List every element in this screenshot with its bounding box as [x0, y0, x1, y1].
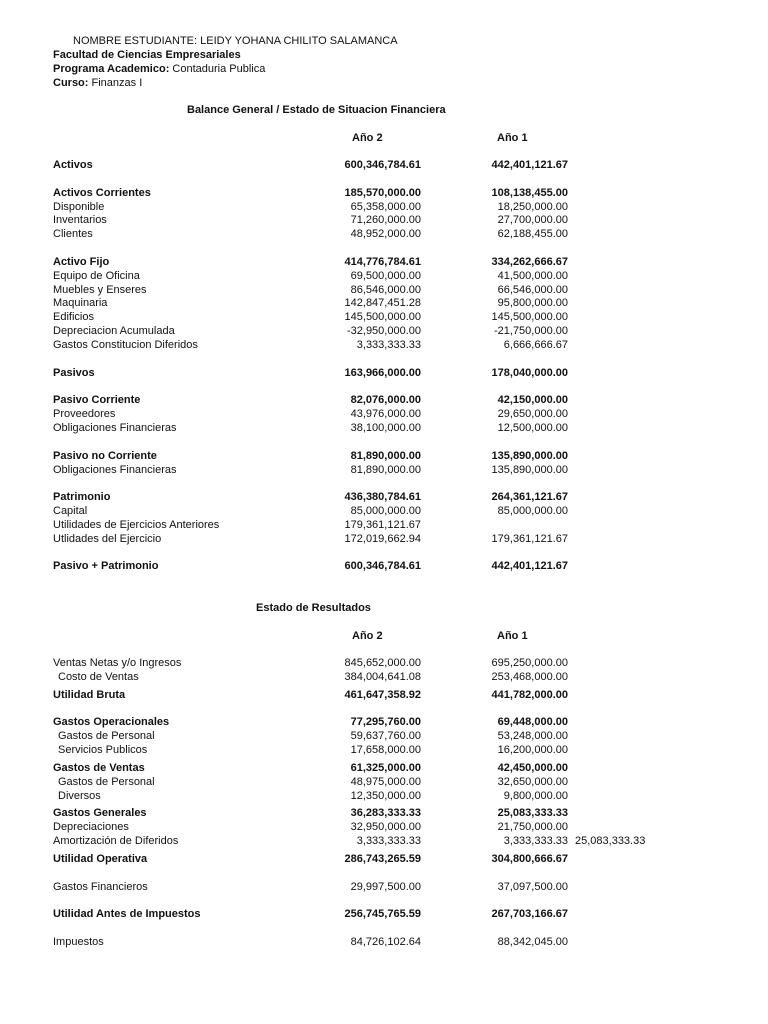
value-year2: 81,890,000.00 — [350, 449, 421, 462]
value-year2: 3,333,333.33 — [356, 338, 421, 351]
value-year2: 85,000,000.00 — [350, 505, 421, 518]
row-label: Depreciacion Acumulada — [53, 325, 175, 338]
value-year1: 108,138,455.00 — [491, 186, 568, 199]
value-year2: 69,500,000.00 — [350, 269, 421, 282]
balance-table — [0, 159, 768, 574]
table-row — [0, 491, 768, 505]
value-year1: 32,650,000.00 — [497, 775, 568, 788]
value-year2: 86,546,000.00 — [350, 283, 421, 296]
value-year2: 384,004,641.08 — [344, 670, 421, 683]
balance-col-year1: Año 1 — [497, 132, 528, 144]
value-year1: 25,083,333.33 — [497, 807, 568, 820]
row-label: Obligaciones Financieras — [53, 463, 177, 476]
row-label: Gastos Constitucion Diferidos — [53, 338, 198, 351]
value-year2: 12,350,000.00 — [350, 789, 421, 802]
table-row — [0, 201, 768, 215]
value-year1: 178,040,000.00 — [491, 366, 568, 379]
value-year1: 85,000,000.00 — [497, 505, 568, 518]
value-year1: 135,890,000.00 — [491, 463, 568, 476]
income-col-year2: Año 2 — [352, 630, 383, 642]
table-row — [0, 394, 768, 408]
value-year2: 43,976,000.00 — [350, 408, 421, 421]
value-year2: 461,647,358.92 — [344, 688, 421, 701]
value-year1: 334,262,666.67 — [491, 255, 568, 268]
row-label: Proveedores — [53, 408, 116, 421]
row-label: Edificios — [53, 311, 94, 324]
value-year2: 172,019,662.94 — [344, 532, 421, 545]
row-label: Diversos — [58, 789, 101, 802]
value-year2: 36,283,333.33 — [350, 807, 421, 820]
table-row — [0, 744, 768, 758]
value-year1: 6,666,666.67 — [503, 338, 568, 351]
value-year2: 145,500,000.00 — [344, 311, 421, 324]
value-year2: 82,076,000.00 — [350, 394, 421, 407]
income-table — [0, 657, 768, 950]
table-row — [0, 422, 768, 436]
value-year1: 69,448,000.00 — [497, 716, 568, 729]
value-year2: 286,743,265.59 — [344, 852, 421, 865]
table-row — [0, 762, 768, 776]
value-year1: 695,250,000.00 — [491, 657, 568, 669]
table-row — [0, 270, 768, 284]
spacer-row — [0, 547, 768, 561]
value-year1: 267,703,166.67 — [491, 908, 568, 921]
table-row — [0, 560, 768, 574]
row-label: Disponible — [53, 200, 105, 213]
value-extra: 25,083,333.33 — [575, 835, 646, 848]
value-year1: 145,500,000.00 — [491, 311, 568, 324]
value-year1: 21,750,000.00 — [497, 821, 568, 834]
value-year2: 61,325,000.00 — [350, 761, 421, 774]
table-row — [0, 256, 768, 270]
value-year2: 32,950,000.00 — [350, 821, 421, 834]
value-year1: 264,361,121.67 — [491, 491, 568, 504]
value-year1: 37,097,500.00 — [497, 880, 568, 893]
row-label: Utilidad Antes de Impuestos — [53, 908, 201, 921]
table-row — [0, 311, 768, 325]
value-year1: 3,333,333.33 — [503, 835, 568, 848]
spacer-row — [0, 867, 768, 881]
row-label: Impuestos — [53, 936, 104, 949]
value-year2: 256,745,765.59 — [344, 908, 421, 921]
row-label: Gastos de Personal — [58, 775, 155, 788]
table-row — [0, 533, 768, 547]
value-year2: 414,776,784.61 — [344, 255, 421, 268]
spacer-row — [0, 922, 768, 936]
table-row — [0, 505, 768, 519]
program-line — [53, 63, 398, 77]
document-header — [53, 35, 398, 91]
row-label: Costo de Ventas — [58, 670, 139, 683]
table-row — [0, 936, 768, 950]
table-row — [0, 671, 768, 685]
value-year1: 66,546,000.00 — [497, 283, 568, 296]
value-year2: 29,997,500.00 — [350, 880, 421, 893]
row-label: Gastos de Ventas — [53, 761, 145, 774]
value-year2: 600,346,784.61 — [344, 159, 421, 171]
spacer-row — [0, 381, 768, 395]
row-label: Activos — [53, 159, 93, 171]
row-label: Obligaciones Financieras — [53, 422, 177, 435]
value-year2: 71,260,000.00 — [350, 214, 421, 227]
table-row — [0, 228, 768, 242]
row-label: Utlidades del Ejercicio — [53, 532, 162, 545]
row-label: Servicios Publicos — [58, 744, 148, 757]
value-year1: 18,250,000.00 — [497, 200, 568, 213]
value-year2: 81,890,000.00 — [350, 463, 421, 476]
spacer-row — [0, 353, 768, 367]
value-year2: 59,637,760.00 — [350, 730, 421, 743]
income-title: Estado de Resultados — [256, 602, 371, 614]
value-year1: 42,150,000.00 — [497, 394, 568, 407]
table-row — [0, 408, 768, 422]
value-year2: 65,358,000.00 — [350, 200, 421, 213]
value-year2: 48,952,000.00 — [350, 228, 421, 241]
row-label: Utilidades de Ejercicios Anteriores — [53, 518, 220, 531]
value-year2: -32,950,000.00 — [346, 325, 421, 338]
table-row — [0, 881, 768, 895]
table-row — [0, 730, 768, 744]
value-year1: 27,700,000.00 — [497, 214, 568, 227]
balance-title: Balance General / Estado de Situacion Financiera — [187, 104, 446, 116]
value-year2: 163,966,000.00 — [344, 366, 421, 379]
value-year1: 88,342,045.00 — [497, 936, 568, 949]
value-year2: 84,726,102.64 — [350, 936, 421, 949]
row-label: Activo Fijo — [53, 255, 110, 268]
row-label: Depreciaciones — [53, 821, 129, 834]
value-year1: 62,188,455.00 — [497, 228, 568, 241]
table-row — [0, 284, 768, 298]
faculty-name: Facultad de Ciencias Empresariales — [53, 49, 241, 61]
value-year1: 442,401,121.67 — [491, 560, 568, 573]
program-value: Contaduria Publica — [169, 63, 266, 75]
value-year1: 304,800,666.67 — [491, 852, 568, 865]
value-year2: 48,975,000.00 — [350, 775, 421, 788]
row-label: Ventas Netas y/o Ingresos — [53, 657, 182, 669]
row-label: Capital — [53, 505, 88, 518]
value-year2: 436,380,784.61 — [344, 491, 421, 504]
row-label: Gastos Generales — [53, 807, 147, 820]
program-label: Programa Academico: — [53, 63, 170, 75]
table-row — [0, 339, 768, 353]
value-year1: 16,200,000.00 — [497, 744, 568, 757]
balance-col-year2: Año 2 — [352, 132, 383, 144]
row-label: Gastos Financieros — [53, 880, 148, 893]
table-row — [0, 657, 768, 671]
table-row — [0, 716, 768, 730]
course-label: Curso: — [53, 77, 89, 89]
spacer-row — [0, 895, 768, 909]
spacer-row — [0, 173, 768, 187]
table-row — [0, 464, 768, 478]
table-row — [0, 853, 768, 867]
course-line — [53, 77, 398, 91]
value-year1: 9,800,000.00 — [503, 789, 568, 802]
value-year1: 41,500,000.00 — [497, 269, 568, 282]
table-row — [0, 908, 768, 922]
value-year2: 38,100,000.00 — [350, 422, 421, 435]
value-year2: 3,333,333.33 — [356, 835, 421, 848]
table-row — [0, 325, 768, 339]
value-year1: 441,782,000.00 — [491, 688, 568, 701]
table-row — [0, 821, 768, 835]
value-year1: 42,450,000.00 — [497, 761, 568, 774]
row-label: Activos Corrientes — [53, 186, 151, 199]
row-label: Equipo de Oficina — [53, 269, 140, 282]
course-value: Finanzas I — [88, 77, 143, 89]
table-row — [0, 790, 768, 804]
spacer-row — [0, 436, 768, 450]
value-year2: 600,346,784.61 — [344, 560, 421, 573]
row-label: Gastos de Personal — [58, 730, 155, 743]
value-year2: 845,652,000.00 — [344, 657, 421, 669]
value-year1: 95,800,000.00 — [497, 297, 568, 310]
row-label: Maquinaria — [53, 297, 108, 310]
value-year2: 179,361,121.67 — [344, 518, 421, 531]
row-label: Pasivo no Corriente — [53, 449, 157, 462]
spacer-row — [0, 242, 768, 256]
value-year1: 442,401,121.67 — [491, 159, 568, 171]
value-year2: 17,658,000.00 — [350, 744, 421, 757]
row-label: Patrimonio — [53, 491, 111, 504]
table-row — [0, 776, 768, 790]
table-row — [0, 214, 768, 228]
income-col-year1: Año 1 — [497, 630, 528, 642]
table-row — [0, 450, 768, 464]
spacer-row — [0, 703, 768, 717]
table-row — [0, 367, 768, 381]
table-row — [0, 835, 768, 849]
row-label: Utilidad Operativa — [53, 852, 148, 865]
table-row — [0, 159, 768, 173]
table-row — [0, 689, 768, 703]
row-label: Pasivo + Patrimonio — [53, 560, 159, 573]
spacer-row — [0, 477, 768, 491]
value-year1: 29,650,000.00 — [497, 408, 568, 421]
row-label: Pasivos — [53, 366, 95, 379]
row-label: Gastos Operacionales — [53, 716, 170, 729]
value-year2: 77,295,760.00 — [350, 716, 421, 729]
row-label: Muebles y Enseres — [53, 283, 147, 296]
value-year1: 135,890,000.00 — [491, 449, 568, 462]
value-year1: -21,750,000.00 — [493, 325, 568, 338]
value-year1: 179,361,121.67 — [491, 532, 568, 545]
row-label: Utilidad Bruta — [53, 688, 126, 701]
value-year1: 53,248,000.00 — [497, 730, 568, 743]
table-row — [0, 807, 768, 821]
student-name: NOMBRE ESTUDIANTE: LEIDY YOHANA CHILITO SALAMANCA — [73, 35, 398, 47]
row-label: Inventarios — [53, 214, 107, 227]
value-year1: 12,500,000.00 — [497, 422, 568, 435]
table-row — [0, 187, 768, 201]
table-row — [0, 519, 768, 533]
row-label: Pasivo Corriente — [53, 394, 141, 407]
row-label: Clientes — [53, 228, 93, 241]
table-row — [0, 297, 768, 311]
value-year2: 142,847,451.28 — [344, 297, 421, 310]
value-year1: 253,468,000.00 — [491, 670, 568, 683]
row-label: Amortización de Diferidos — [53, 835, 179, 848]
value-year2: 185,570,000.00 — [344, 186, 421, 199]
